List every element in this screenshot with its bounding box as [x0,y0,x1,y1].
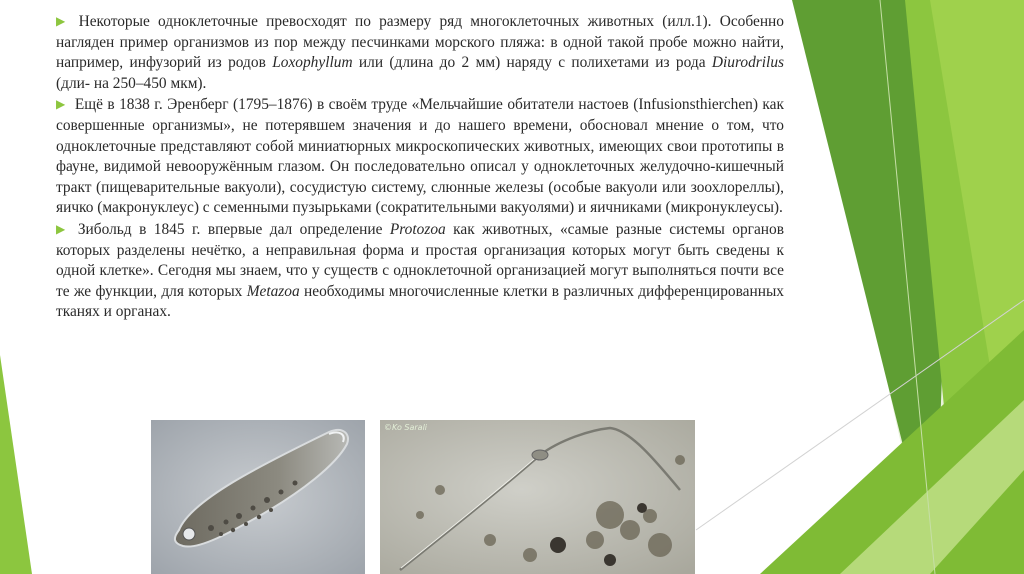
photo-watermark: ©Ko Sarali [384,423,428,432]
paragraph-3 [56,220,784,323]
paragraph-text: (дли- на 250–450 мкм). [56,74,207,92]
paragraph-text: необходимы многочисленные клетки в различных дифференцированных тканях и органах. [56,282,784,321]
bullet-icon: ▶ [56,14,70,28]
ciliate-illustration [151,420,365,574]
bullet-icon: ▶ [56,221,69,236]
paragraph-text: Ещё в 1838 г. Эренберг (1795–1876) в своём труде «Мельчайшие обитатели настоев (Infusionsthierchen) как совершенные организмы», не потерявшем значения и до нашего времени, обосновал мнение о том, что одноклеточные представляют собой миниатюрных микроскопических животных, имеющих свои прототипы в фауне, видимой невооружённым глазом. Он последовательно описал у одноклеточных желудочно-кишечный тракт (пищеварительные вакуоли), сосудистую систему, слюнные железы (особые вакуоли или зоохлореллы), яичко (макронуклеус) с семенными пузырьками (сократительными вакуолями) и яичниками (микронуклеусы). [56,96,784,217]
paragraph-text: Некоторые одноклеточные превосходят по размеру ряд многоклеточных животных (илл.1). Особенно нагляден пример организмов из пор между песчинками морского пляжа: в одной такой пробе можно найти, например, инфузорий из родов [56,13,784,72]
paragraph-text: как животных, «самые разные системы органов которых разделены нечётко, а неправильная форма и простая организация которых могут быть сведены к одной клетке». Сегодня мы знаем, что у существ с одноклеточной организацией могут выполняться почти все те же функции, для которых [56,220,785,300]
protozoa-micrograph [380,420,695,574]
paragraph-text: или (длина до 2 мм) наряду с полихетами из рода [352,54,712,72]
italic-term: Protozoa [389,220,446,238]
paragraph-1 [56,12,784,94]
italic-term: Diurodrilus [711,54,785,72]
paragraph-2 [56,95,784,219]
bullet-icon: ▶ [56,97,66,112]
protozoa-illustration [380,420,695,574]
italic-term: Metazoa [246,282,300,300]
left-green-triangle [0,355,32,574]
ciliate-micrograph [151,420,365,574]
paragraph-text: Зибольд в 1845 г. впервые дал определение [77,220,390,238]
italic-term: Loxophyllum [272,54,353,72]
text-block [56,12,784,324]
